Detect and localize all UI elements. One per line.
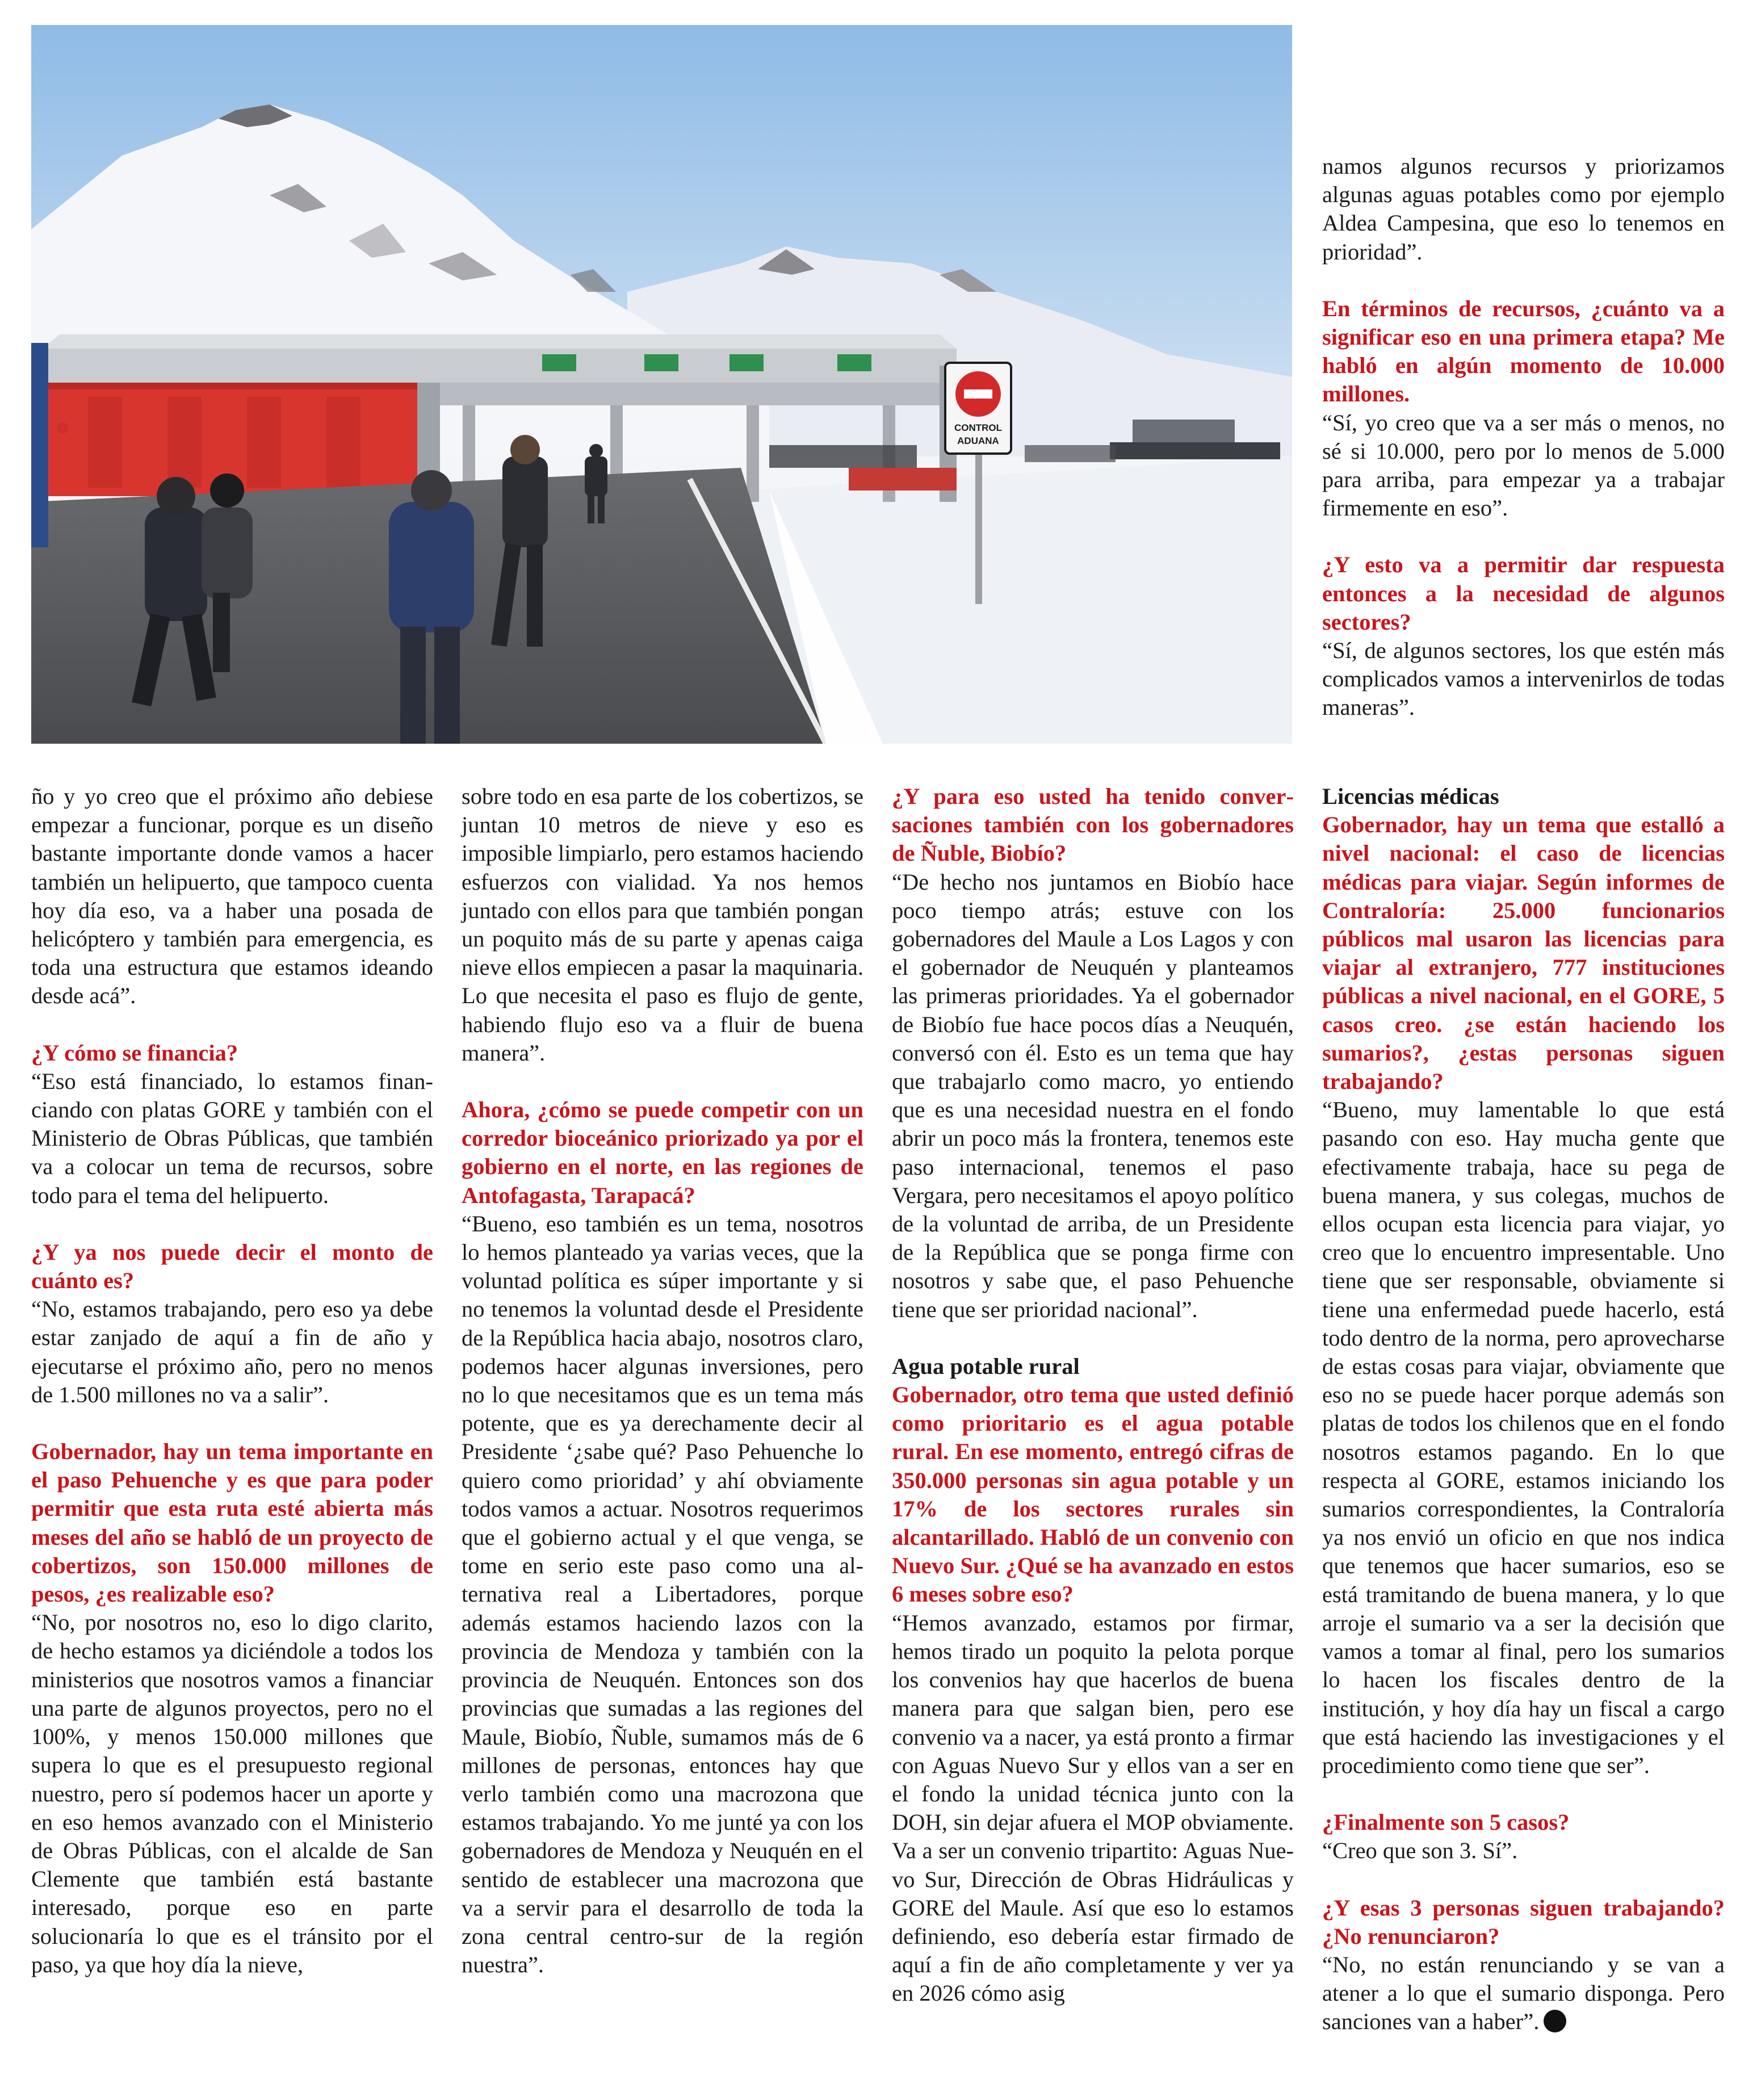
article-column-3	[892, 782, 1294, 2008]
answer: “Bueno, eso también es un tema, nosotros lo hemos planteado ya varias veces, que la voluntad política es súper importante y si no tenemos la voluntad desde el Presidente de la República hacia abajo, nosotros claro, podemos hacer algunas inversiones, pero no lo que necesitamos que es un tema más potente, que es ya derechamente decir al Presidente ‘¿sabe qué? Paso Pehuenche lo quiero como prioridad’ y ahí obviamente todos vamos a actuar. Nosotros requerimos que el gobierno actual y el que venga, se tome en serio este paso como una alternativa real a Libertadores, porque además estamos haciendo lazos con la provincia de Mendoza y también con la provincia de Neuquén. Entonces son dos provincias que sumadas a las regiones del Maule, Biobío, Ñuble, sumamos más de 6 millones de personas, entonces hay que verlo también como una macrozona que estamos trabajando. Yo me junté ya con los gobernadores de Mendoza y Neuquén en el sentido de establecer una macrozona que va a servir para el desarrollo de toda la zona central centro-sur de la región nuestra”.	[462, 1210, 863, 1978]
question: Gobernador, hay un tema que estalló a nivel nacional: el caso de licencias médicas para viajar. Según informes de Contraloría: 25.000 funcionarios públicos mal usaron las licencias para viajar al extranjero, 777 instituciones públicas a nivel nacional, en el GORE, 5 casos creo. ¿se están haciendo los sumarios?, ¿estas personas siguen trabajando?	[1322, 812, 1725, 1095]
article-column-4-top	[1322, 152, 1725, 722]
article-column-2	[462, 782, 863, 1979]
question: Ahora, ¿cómo se puede competir con un corredor bioceánico priorizado ya por el gobierno en el norte, en las regiones de Antofagasta, Tarapacá?	[462, 1097, 863, 1208]
question: ¿Finalmente son 5 casos?	[1322, 1809, 1570, 1835]
article-column-1	[31, 782, 433, 1979]
question: En términos de recursos, ¿cuánto va a significar eso en una primera etapa? Me habló en algún momento de 10.000 millones.	[1322, 295, 1725, 407]
photo-shed-roof	[43, 349, 957, 383]
photo-sign-label-1: CONTROL	[954, 422, 1003, 433]
section-subhead: Licencias médicas	[1322, 783, 1499, 809]
question: ¿Y cómo se financia?	[31, 1039, 238, 1066]
question: ¿Y ya nos puede decir el monto de cuánto es?	[31, 1239, 433, 1294]
answer: “Hemos avanzado, estamos por firmar, hemos tirado un poquito la pelota porque los convenios hay que hacerlos de buena manera para que salgan bien, pero ese convenio va a nacer, ya está pronto a firmar con Aguas Nuevo Sur y ellos van a ser en el fondo la unidad técnica junto con la DOH, sin dejar afuera el MOP obviamente. Va a ser un convenio tripartito: Aguas Nuevo Sur, Dirección de Obras Hidráulicas y GORE del Maule. Así que eso lo estamos definiendo, eso debería estar firmado de aquí a fin de año completamente y ver ya en 2026 cómo asig	[892, 1609, 1294, 2006]
answer-final	[1322, 1951, 1725, 2036]
article-photo	[31, 25, 1292, 744]
answer: namos algunos recursos y priorizamos algunas aguas potables como por ejemplo Aldea Campesina, que eso lo tenemos en prioridad”.	[1322, 153, 1725, 265]
end-of-article-icon	[1544, 2010, 1566, 2032]
answer: “De hecho nos juntamos en Biobío hace poco tiempo atrás; estuve con los gobernadores del Maule a Los Lagos y con el gobernador de Neuquén y planteamos las primeras prioridades. Ya el gobernador de Biobío fue hace pocos días a Neuquén, conversó con él. Esto es un tema que hay que trabajarlo como macro, yo entiendo que es una necesidad nuestra en el fondo abrir un poco más la frontera, tenemos este paso internacional, tenemos el paso Vergara, pero necesitamos el apoyo político de la voluntad de arriba, de un Presidente de la República que se ponga firme con nosotros y sabe que, el paso Pehuenche tiene que ser prioridad nacional”.	[892, 869, 1294, 1322]
section-subhead: Agua potable rural	[892, 1353, 1080, 1379]
answer-final-text: “No, no están renunciando y se van a atener a lo que el sumario disponga. Pero sanciones van a haber”.	[1322, 1951, 1725, 2035]
answer: “Eso está financiado, lo estamos financiando con platas GORE y también con el Ministerio de Obras Públicas, que también va a colocar un tema de recursos, sobre todo para el tema del helipuerto.	[31, 1068, 433, 1208]
question: Gobernador, hay un tema importante en el paso Pehuenche y es que para poder permitir que esta ruta esté abierta más meses del año se habló de un proyecto de cobertizos, son 150.000 millones de pesos, ¿es realizable eso?	[31, 1439, 433, 1607]
answer: ño y yo creo que el próximo año debiese empezar a funcionar, porque es un diseño bastante importante donde vamos a hacer también un helipuerto, que tampoco cuenta hoy día eso, va a haber una posada de helicóptero y también para emergencia, es toda una estructura que estamos ideando desde acá”.	[31, 783, 433, 1009]
question: ¿Y esas 3 personas siguen trabajando? ¿No renunciaron?	[1322, 1894, 1725, 1949]
answer: “No, estamos trabajando, pero eso ya debe estar zanjado de aquí a fin de año y ejecutarse el próximo año, pero no menos de 1.500 millones no va a salir”.	[31, 1296, 433, 1407]
answer: “No, por nosotros no, eso lo digo clarito, de hecho estamos ya diciéndole a todos los ministerios que nosotros vamos a financiar una parte de algunos proyectos, pero no el 100%, y menos 150.000 millones que supera lo que es el presupuesto regional nuestro, pero sí podemos hacer un aporte y en eso hemos avanzado con el Ministerio de Obras Públicas, con el alcalde de San Clemente que también está bastante interesado, porque eso en parte solucionaría lo que es el tránsito por el paso, ya que hoy día la nieve,	[31, 1609, 433, 1977]
photo-sign-label-2: ADUANA	[957, 435, 999, 446]
answer: “Bueno, muy lamentable lo que está pasando con eso. Hay mucha gente que efectivamente trabaja, hace su pega de buena manera, y sus colegas, muchos de ellos ocupan esta licencia para viajar, yo creo que lo encuentro impresentable. Uno tiene que ser responsable, obviamente si tiene una enfermedad puede hacerlo, está todo dentro de la norma, pero aprovecharse de estas cosas para viajar, obviamente que eso no se puede hacer porque además son platas de todos los chilenos que en el fondo nosotros estamos pagando. En lo que respecta al GORE, estamos iniciando los sumarios correspondientes, la Contraloría ya nos envió un oficio en que nos indica que tenemos que hacer sumarios, eso se está tramitando de buena manera, y lo que arroje el sumario va a ser la decisión que vamos a tomar al final, pero los sumarios lo hacen los fiscales dentro de la institución, y hoy día hay un fiscal a cargo que está haciendo las investigaciones y el procedimiento como tiene que ser”.	[1322, 1097, 1725, 1778]
answer: “Sí, de algunos sectores, los que estén más complicados vamos a intervenirlos de todas maneras”.	[1322, 638, 1725, 720]
question: ¿Y para eso usted ha tenido conversaciones también con los gobernadores de Ñuble, Biobío?	[892, 783, 1294, 866]
article-column-4	[1322, 782, 1725, 2036]
answer: sobre todo en esa parte de los cobertizos, se juntan 10 metros de nieve y eso es imposible limpiarlo, pero estamos haciendo esfuerzos con vialidad. Ya nos hemos juntado con ellos para que también pongan un poquito más de su parte y apenas caiga nieve ellos empiecen a pasar la maquinaria. Lo que necesita el paso es flujo de gente, habiendo flujo eso va a fluir de buena manera”.	[462, 783, 863, 1066]
question: Gobernador, otro tema que usted definió como prioritario es el agua potable rural. En ese momento, entregó cifras de 350.000 personas sin agua potable y un 17% de los sectores rurales sin alcantarillado. Habló de un convenio con Nuevo Sur. ¿Qué se ha avanzado en estos 6 meses sobre eso?	[892, 1382, 1294, 1607]
question: ¿Y esto va a permitir dar respuesta entonces a la necesidad de algunos sectores?	[1322, 552, 1725, 635]
answer: “Sí, yo creo que va a ser más o menos, no sé si 10.000, pero por lo menos de 5.000 para arriba, para empezar ya a trabajar firmemente en eso”.	[1322, 409, 1725, 521]
answer: “Creo que son 3. Sí”.	[1322, 1838, 1518, 1864]
